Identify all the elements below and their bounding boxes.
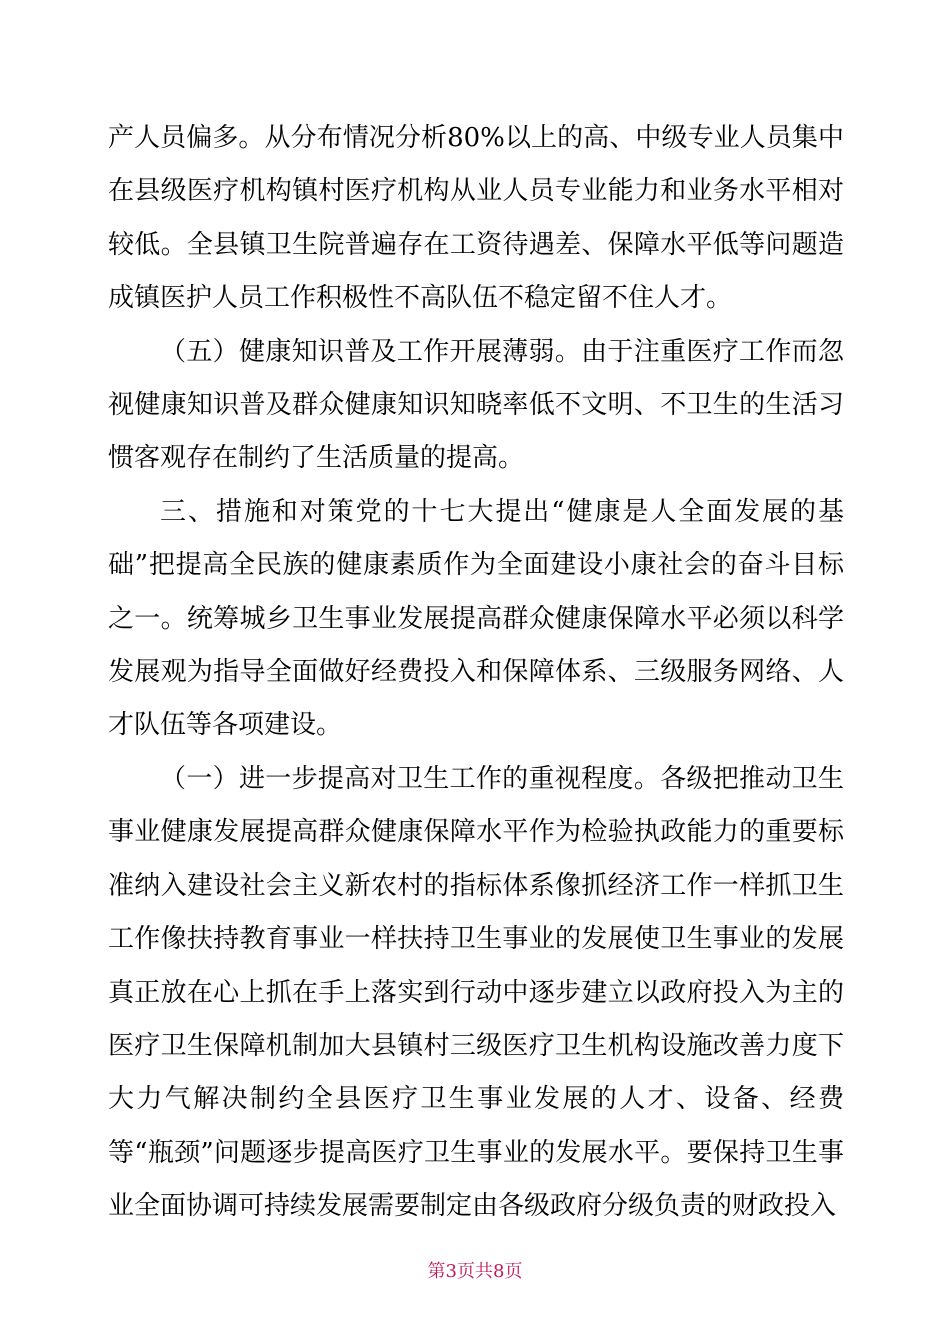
paragraph-1: 产人员偏多。从分布情况分析80%以上的高、中级专业人员集中在县级医疗机构镇村医疗机构从业人员专业能力和业务水平相对较低。全县镇卫生院普遍存在工资待遇差、保障水平低等问题造成镇医护人员工作积极性不高队伍不稳定留不住人才。 <box>108 123 844 314</box>
paragraph-3: 三、措施和对策党的十七大提出“健康是人全面发展的基础”把提高全民族的健康素质作为全面建设小康社会的奋斗目标之一。统筹城乡卫生事业发展提高群众健康保障水平必须以科学发展观为指导全面做好经费投入和保障体系、三级服务网络、人才队伍等各项建设。 <box>108 496 844 741</box>
paragraph-2: （五）健康知识普及工作开展薄弱。由于注重医疗工作而忽视健康知识普及群众健康知识知晓率低不文明、不卫生的生活习惯客观存在制约了生活质量的提高。 <box>108 336 844 474</box>
page-number-footer: 第3页共8页 <box>427 1261 523 1282</box>
paragraph-4: （一）进一步提高对卫生工作的重视程度。各级把推动卫生事业健康发展提高群众健康保障水平作为检验执政能力的重要标准纳入建设社会主义新农村的指标体系像抓经济工作一样抓卫生工作像扶持教育事业一样扶持卫生事业的发展使卫生事业的发展真正放在心上抓在手上落实到行动中逐步建立以政府投入为主的医疗卫生保障机制加大县镇村三级医疗卫生机构设施改善力度下大力气解决制约全县医疗卫生事业发展的人才、设备、经费等“瓶颈”问题逐步提高医疗卫生事业的发展水平。要保持卫生事业全面协调可持续发展需要制定由各级政府分级负责的财政投入 <box>108 763 844 1222</box>
document-body <box>108 112 844 1234</box>
